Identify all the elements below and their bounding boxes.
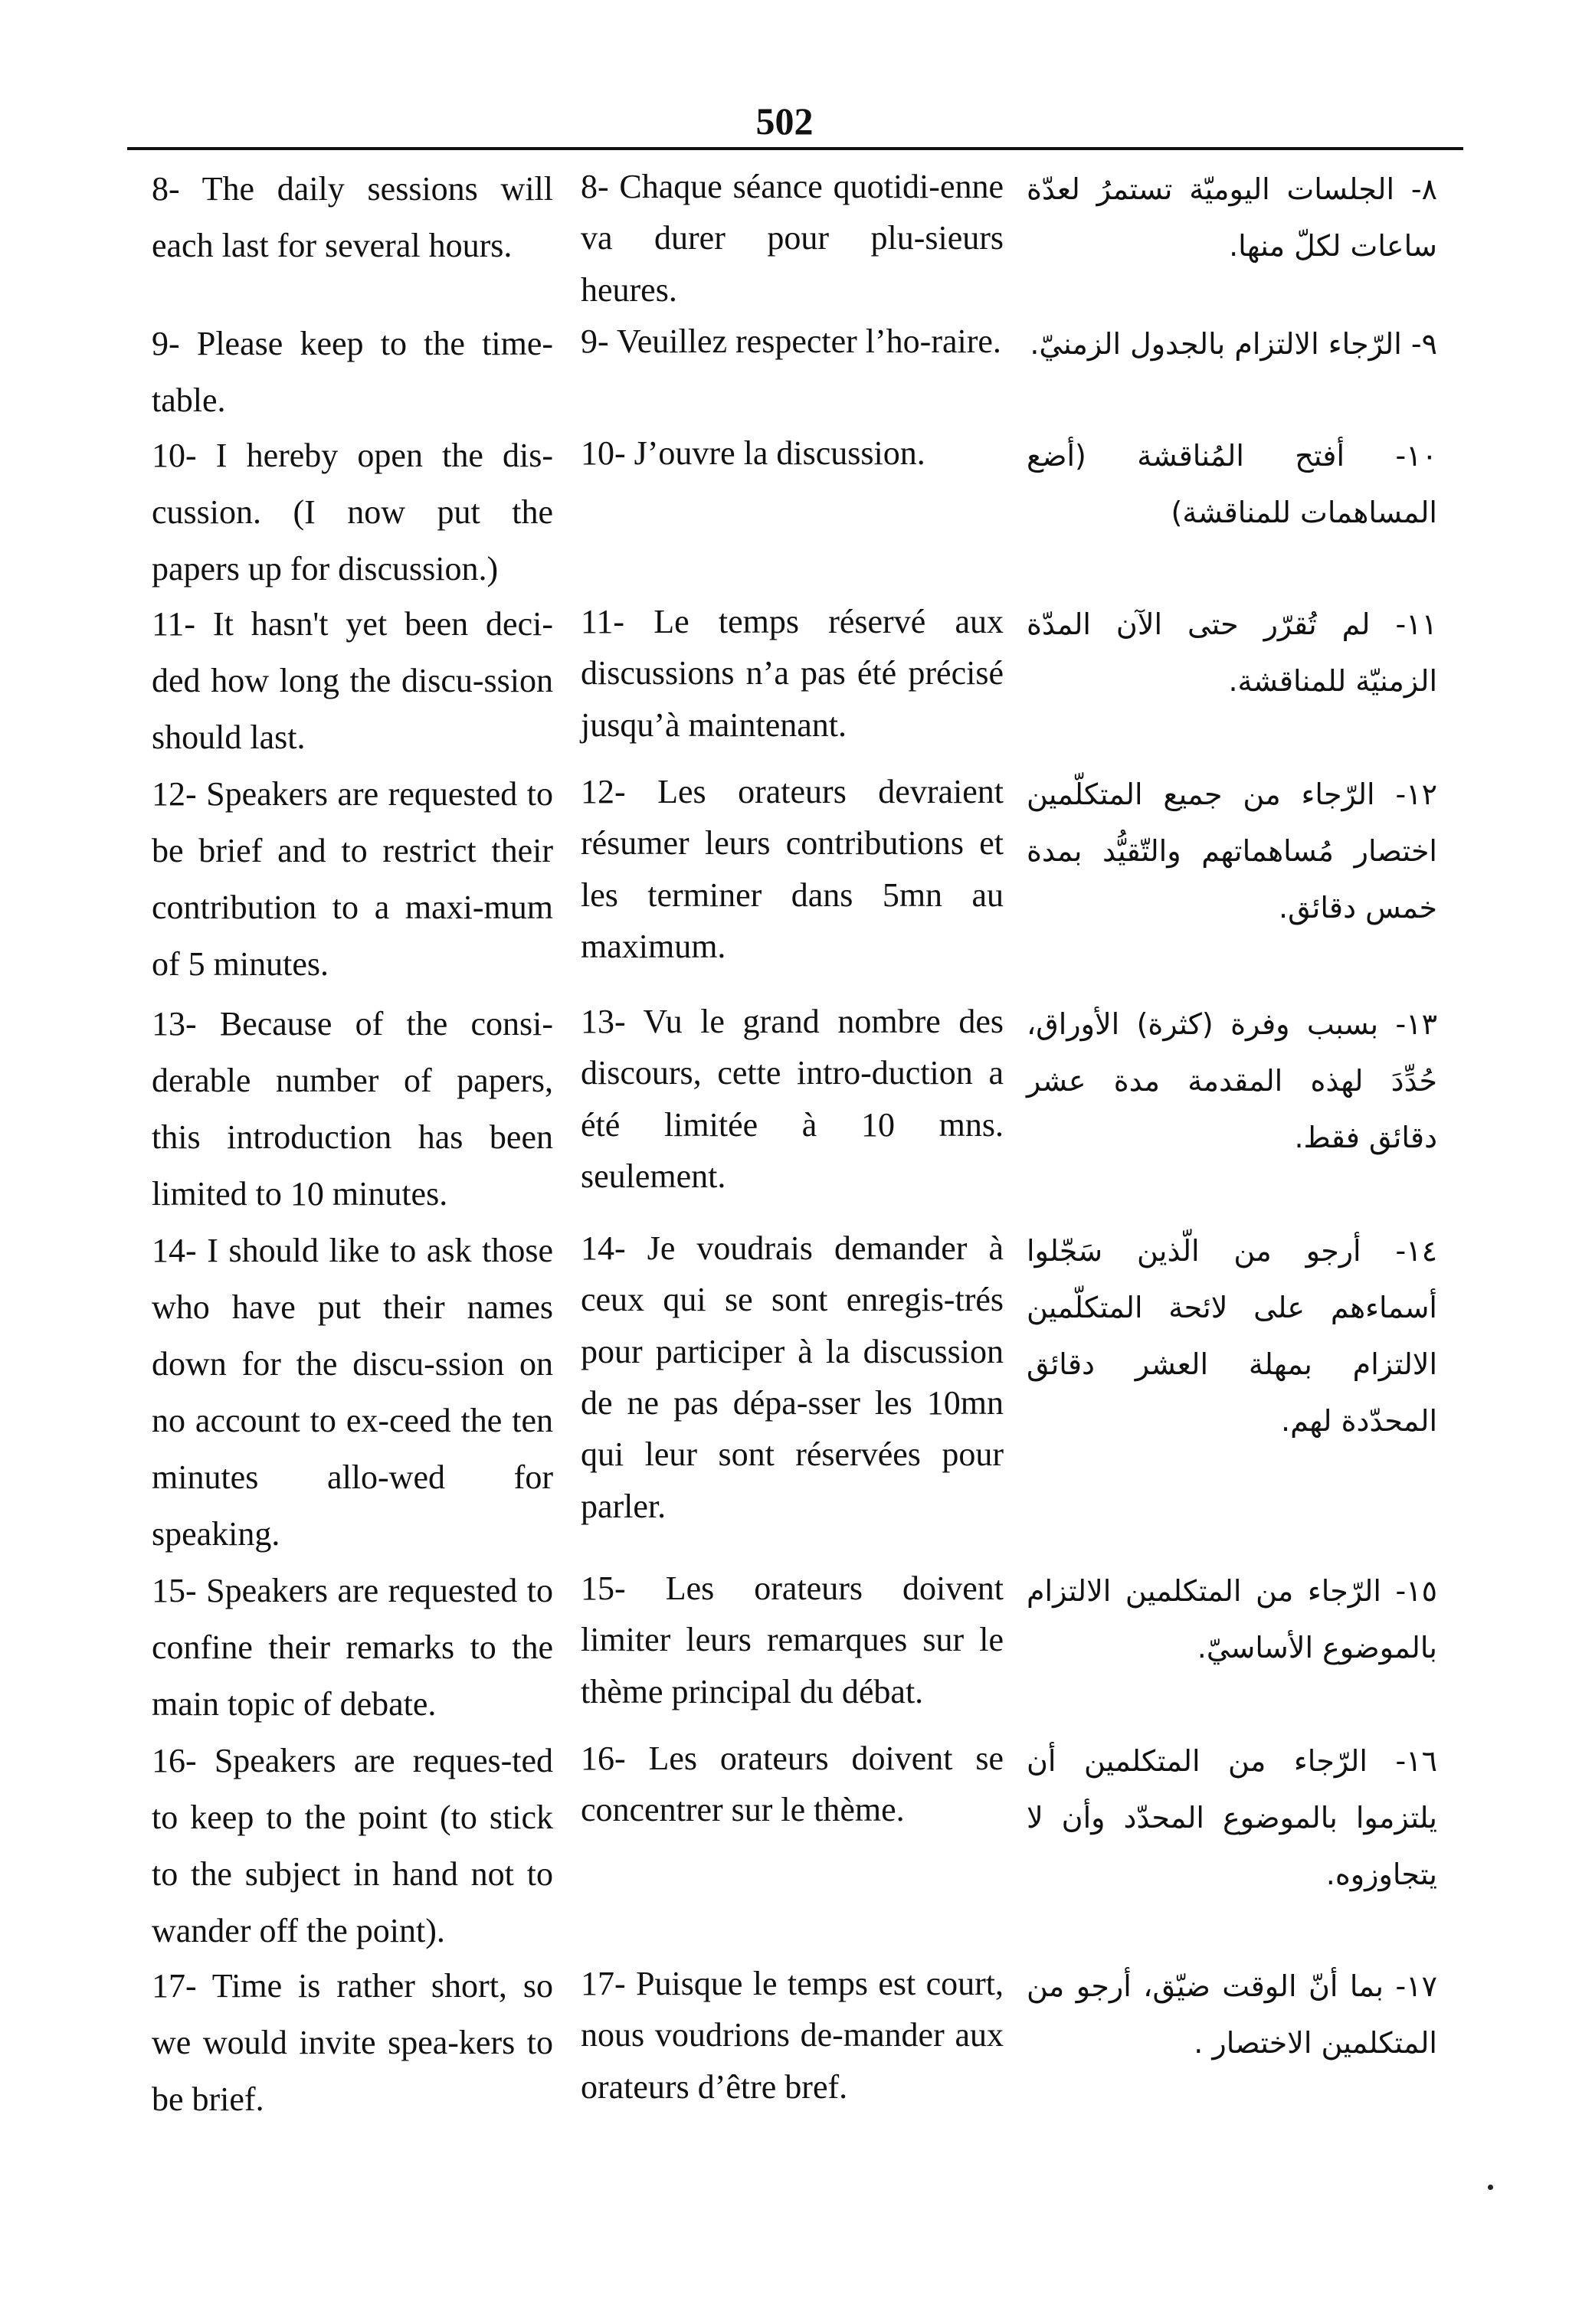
english-text: 8- The daily sessions will each last for several hours. <box>152 170 553 264</box>
english-text: 12- Speakers are requested to be brief and to restrict their contribution to a maxi-mum of 5 minutes. <box>152 775 553 983</box>
english-text: 10- I hereby open the dis-cussion. (I now put the papers up for discussion.) <box>152 437 553 588</box>
french-text: 14- Je voudrais demander à ceux qui se sont enregis-trés pour participer à la discussion de ne pas dépa-sser les 10mn qui leur sont réservées pour parler. <box>581 1229 1004 1525</box>
arabic-text: ١٦- الرّجاء من المتكلمين أن يلتزموا بالموضوع المحدّد وأن لا يتجاوزوه. <box>1027 1744 1437 1892</box>
arabic-text: ١٠- أفتح المُناقشة (أضع المساهمات للمناقشة) <box>1027 439 1437 530</box>
arabic-text: ١١- لم تُقرّر حتى الآن المدّة الزمنيّة للمناقشة. <box>1027 607 1437 699</box>
arabic-text: ٩- الرّجاء الالتزام بالجدول الزمنيّ. <box>1030 327 1437 361</box>
english-text: 13- Because of the consi-derable number of papers, this introduction has been limited to 10 minutes. <box>152 1005 553 1213</box>
arabic-text: ١٥- الرّجاء من المتكلمين الالتزام بالموضوع الأساسيّ. <box>1027 1574 1437 1665</box>
english-text: 9- Please keep to the time-table. <box>152 325 553 419</box>
english-text: 15- Speakers are requested to confine their remarks to the main topic of debate. <box>152 1572 553 1723</box>
english-text: 11- It hasn't yet been deci-ded how long the discu-ssion should last. <box>152 605 553 756</box>
arabic-text: ١٣- بسبب وفرة (كثرة) الأوراق، حُدِّدَ لهذه المقدمة مدة عشر دقائق فقط. <box>1027 1007 1437 1155</box>
french-text: 15- Les orateurs doivent limiter leurs remarques sur le thème principal du débat. <box>581 1570 1004 1710</box>
french-text: 9- Veuillez respecter l’ho-raire. <box>581 322 1001 360</box>
english-text: 17- Time is rather short, so we would invite spea-kers to be brief. <box>152 1967 553 2118</box>
french-text: 12- Les orateurs devraient résumer leurs contributions et les terminer dans 5mn au maximum. <box>581 773 1004 965</box>
arabic-text: ١٢- الرّجاء من جميع المتكلّمين اختصار مُساهماتهم والتّقيُّد بمدة خمس دقائق. <box>1027 777 1437 925</box>
french-text: 17- Puisque le temps est court, nous voudrions de-mander aux orateurs d’être bref. <box>581 1965 1004 2106</box>
header-rule <box>127 147 1463 150</box>
arabic-text: ٨- الجلسات اليوميّة تستمرُ لعدّة ساعات لكلّ منها. <box>1027 172 1437 263</box>
french-text: 10- J’ouvre la discussion. <box>581 434 925 472</box>
french-text: 11- Le temps réservé aux discussions n’a pas été précisé jusqu’à maintenant. <box>581 603 1004 744</box>
page-number: 502 <box>755 100 814 142</box>
english-text: 16- Speakers are reques-ted to keep to the point (to stick to the subject in hand not to wander off the point). <box>152 1742 553 1949</box>
scan-speck <box>1488 2185 1493 2190</box>
arabic-text: ١٧- بما أنّ الوقت ضيّق، أرجو من المتكلمين الاختصار . <box>1027 1969 1437 2061</box>
arabic-text: ١٤- أرجو من الّذين سَجّلوا أسماءهم على لائحة المتكلّمين الالتزام بمهلة العشر دقائق المحدّدة لهم. <box>1027 1234 1437 1439</box>
french-text: 8- Chaque séance quotidi-enne va durer pour plu-sieurs heures. <box>581 168 1004 309</box>
french-text: 16- Les orateurs doivent se concentrer sur le thème. <box>581 1740 1004 1829</box>
english-text: 14- I should like to ask those who have put their names down for the discu-ssion on no account to ex-ceed the ten minutes allo-wed for speaking. <box>152 1232 553 1553</box>
french-text: 13- Vu le grand nombre des discours, cette intro-duction a été limitée à 10 mns. seulement. <box>581 1003 1004 1195</box>
